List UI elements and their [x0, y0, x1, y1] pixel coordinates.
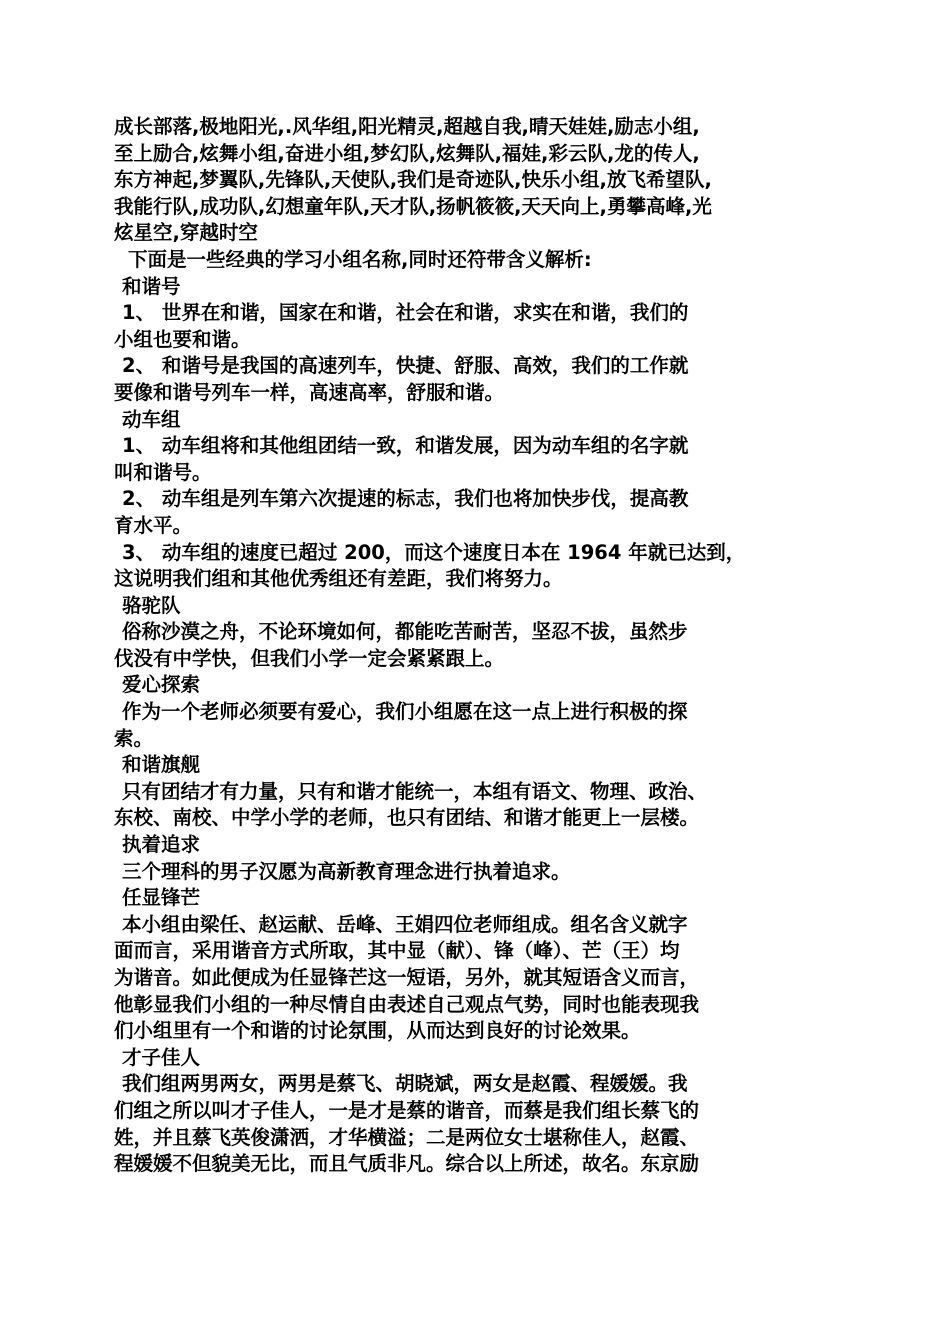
paragraph-continuation [114, 460, 839, 487]
paragraph [114, 779, 839, 806]
section-heading [114, 832, 839, 859]
section-heading [114, 407, 839, 434]
text-line: 2、 和谐号是我国的高速列车，快捷、舒服、高效，我们的工作就 [122, 354, 689, 378]
text-line: 东方神起,梦翼队,先锋队,天使队,我们是奇迹队,快乐小组,放飞希望队, [114, 168, 712, 192]
section-heading [114, 885, 839, 912]
heading-text: 动车组 [122, 407, 181, 431]
numbered-paragraph [114, 486, 839, 513]
text-line: 三个理科的男子汉愿为高新教育理念进行执着追求。 [122, 859, 571, 883]
heading-text: 爱心探索 [122, 673, 201, 697]
text-line: 程媛媛不但貌美无比，而且气质非凡。综合以上所述，故名。东京励 [114, 1152, 700, 1176]
paragraph [114, 699, 839, 726]
text-line: 索。 [114, 726, 154, 750]
text-line: 1、 动车组将和其他组团结一致，和谐发展，因为动车组的名字就 [122, 434, 689, 458]
section-heading [114, 672, 839, 699]
paragraph [114, 912, 839, 939]
numbered-paragraph [114, 300, 839, 327]
text-line: 我们组两男两女，两男是蔡飞、胡晓斌，两女是赵霞、程媛媛。我 [122, 1072, 688, 1096]
paragraph-continuation [114, 513, 839, 540]
numbered-paragraph [114, 540, 839, 567]
heading-text: 和谐旗舰 [122, 753, 201, 777]
text-line: 姓，并且蔡飞英俊潇洒，才华横溢；二是两位女士堪称佳人，赵霞、 [114, 1125, 700, 1149]
text-line: 我能行队,成功队,幻想童年队,天才队,扬帆筱筱,天天向上,勇攀高峰,光 [114, 194, 712, 218]
paragraph-continuation [114, 938, 839, 1044]
heading-text: 执着追求 [122, 833, 201, 857]
text-line: 成长部落,极地阳光,.风华组,阳光精灵,超越自我,晴天娃娃,励志小组, [114, 115, 700, 138]
heading-text: 任显锋芒 [122, 886, 201, 910]
paragraph-continuation [114, 726, 839, 753]
section-heading [114, 752, 839, 779]
document-page [114, 114, 839, 1178]
text-line: 小组也要和谐。 [114, 327, 251, 351]
text-line: 至上励合,炫舞小组,奋进小组,梦幻队,炫舞队,福娃,彩云队,龙的传人, [114, 141, 700, 165]
paragraph-continuation [114, 327, 839, 354]
text-line: 本小组由梁任、赵运献、岳峰、王娟四位老师组成。组名含义就字 [122, 912, 688, 936]
text-line: 下面是一些经典的学习小组名称,同时还符带含义解析: [128, 247, 592, 271]
paragraph [114, 1071, 839, 1098]
text-line: 2、 动车组是列车第六次提速的标志，我们也将加快步伐，提高教 [122, 487, 689, 511]
paragraph-continuation [114, 646, 839, 673]
text-line: 只有团结才有力量，只有和谐才能统一，本组有语文、物理、政治、 [122, 779, 708, 803]
section-heading [114, 1045, 839, 1072]
paragraph [114, 619, 839, 646]
intro-sentence [114, 247, 839, 274]
text-line: 他彰显我们小组的一种尽情自由表述自己观点气势，同时也能表现我 [114, 992, 700, 1016]
text-line: 作为一个老师必须要有爱心，我们小组愿在这一点上进行积极的探 [122, 700, 688, 724]
paragraph-continuation [114, 380, 839, 407]
text-line: 这说明我们组和其他优秀组还有差距，我们将努力。 [114, 567, 563, 591]
paragraph [114, 859, 839, 886]
text-line: 们小组里有一个和谐的讨论氛围，从而达到良好的讨论效果。 [114, 1019, 641, 1043]
text-line: 炫星空,穿越时空 [114, 221, 258, 245]
heading-text: 才子佳人 [122, 1045, 201, 1069]
text-line: 要像和谐号列车一样，高速高率，舒服和谐。 [114, 380, 505, 404]
text-line: 东校、南校、中学小学的老师，也只有团结、和谐才能更上一层楼。 [114, 806, 700, 830]
heading-text: 和谐号 [122, 274, 181, 298]
text-line: 伐没有中学快，但我们小学一定会紧紧跟上。 [114, 646, 505, 670]
text-line: 们组之所以叫才子佳人，一是才是蔡的谐音，而蔡是我们组长蔡飞的 [114, 1098, 700, 1122]
numbered-paragraph [114, 353, 839, 380]
paragraph-continuation [114, 1098, 839, 1178]
paragraph-continuation [114, 566, 839, 593]
section-heading [114, 274, 839, 301]
heading-text: 骆驼队 [122, 593, 181, 617]
numbered-paragraph [114, 433, 839, 460]
text-line: 叫和谐号。 [114, 460, 212, 484]
text-line: 1、 世界在和谐，国家在和谐，社会在和谐，求实在和谐，我们的 [122, 301, 689, 325]
text-line: 育水平。 [114, 513, 193, 537]
text-line: 为谐音。如此便成为任显锋芒这一短语，另外，就其短语含义而言， [114, 966, 700, 989]
group-name-list [114, 114, 839, 247]
text-line: 俗称沙漠之舟，不论环境如何，都能吃苦耐苦，坚忍不拔，虽然步 [122, 620, 688, 644]
text-line: 3、 动车组的速度已超过 200，而这个速度日本在 1964 年就已达到， [122, 540, 746, 564]
text-line: 面而言，采用谐音方式所取，其中显（献）、锋（峰）、芒（王）均 [114, 939, 680, 963]
section-heading [114, 593, 839, 620]
paragraph-continuation [114, 805, 839, 832]
